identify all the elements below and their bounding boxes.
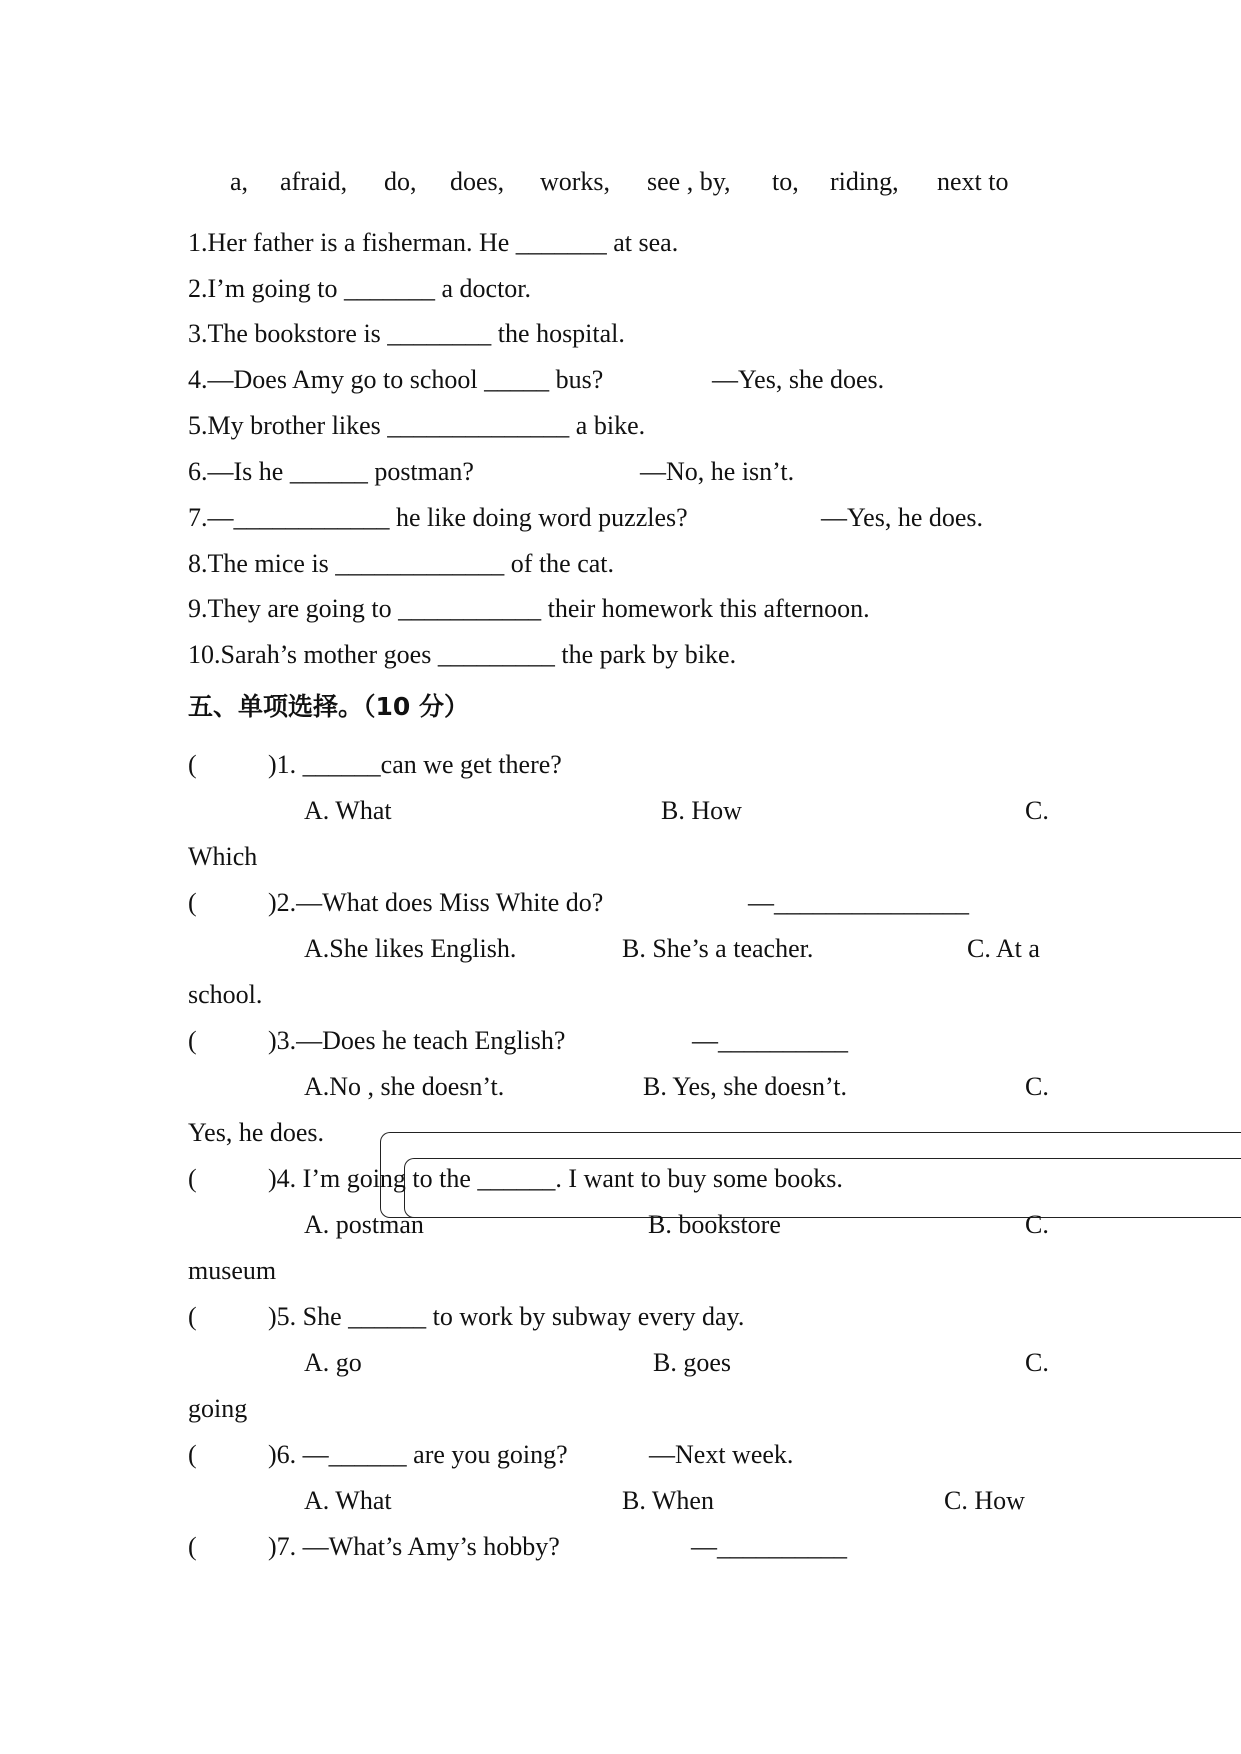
question-text: )7. —What’s Amy’s hobby? <box>268 1532 560 1561</box>
fill-blank-question: 4.—Does Amy go to school _____ bus? <box>188 365 604 394</box>
answer-paren: ( <box>188 1164 197 1193</box>
word-bank-item: next to <box>937 167 1009 196</box>
question-text: )2.—What does Miss White do? <box>268 888 604 917</box>
fill-blank-question: 5.My brother likes ______________ a bike. <box>188 411 646 440</box>
option-c: C. <box>1025 796 1049 825</box>
question-text: )5. She ______ to work by subway every day. <box>268 1302 745 1331</box>
word-bank-item: a, <box>230 167 249 196</box>
section-heading: 五、单项选择。（10 分） <box>188 692 469 721</box>
word-bank-item: works, <box>540 167 611 196</box>
option-a: A. What <box>304 796 392 825</box>
fill-blank-question: 8.The mice is _____________ of the cat. <box>188 549 615 578</box>
fill-blank-question: 9.They are going to ___________ their homework this afternoon. <box>188 594 870 623</box>
option-b: B. Yes, she doesn’t. <box>643 1072 847 1101</box>
question-text: )6. —______ are you going? <box>268 1440 568 1469</box>
fill-blank-question: 2.I’m going to _______ a doctor. <box>188 274 532 303</box>
fill-blank-question: 1.Her father is a fisherman. He _______ at sea. <box>188 228 679 257</box>
option-c: C. At a <box>967 934 1040 963</box>
question-text: )3.—Does he teach English? <box>268 1026 566 1055</box>
option-a: A. postman <box>304 1210 424 1239</box>
answer-paren: ( <box>188 1532 197 1561</box>
fill-blank-question: 7.—____________ he like doing word puzzles? <box>188 503 688 532</box>
option-b: B. bookstore <box>648 1210 781 1239</box>
question-reply: —__________ <box>691 1532 847 1561</box>
question-text: )4. I’m going to the ______. I want to buy some books. <box>268 1164 843 1193</box>
question-reply: —Next week. <box>649 1440 794 1469</box>
answer-paren: ( <box>188 1026 197 1055</box>
option-c: C. <box>1025 1348 1049 1377</box>
fill-blank-question: 6.—Is he ______ postman? <box>188 457 474 486</box>
option-a: A. What <box>304 1486 392 1515</box>
word-bank-item: riding, <box>830 167 899 196</box>
answer-paren: ( <box>188 1440 197 1469</box>
word-bank-item: does, <box>450 167 505 196</box>
option-b: B. How <box>661 796 742 825</box>
option-a: A. go <box>304 1348 362 1377</box>
option-c: C. How <box>944 1486 1025 1515</box>
option-c: C. <box>1025 1072 1049 1101</box>
option-a: A.No , she doesn’t. <box>304 1072 505 1101</box>
question-text: )1. ______can we get there? <box>268 750 562 779</box>
option-b: B. When <box>622 1486 714 1515</box>
answer-paren: ( <box>188 888 197 917</box>
fill-blank-question: 3.The bookstore is ________ the hospital. <box>188 319 625 348</box>
option-c: C. <box>1025 1210 1049 1239</box>
option-b: B. She’s a teacher. <box>622 934 814 963</box>
word-bank-item: do, <box>384 167 417 196</box>
question-reply: —__________ <box>692 1026 848 1055</box>
word-bank-item: to, <box>772 167 799 196</box>
option-a: A.She likes English. <box>304 934 517 963</box>
answer-paren: ( <box>188 750 197 779</box>
word-bank-item: afraid, <box>280 167 348 196</box>
fill-blank-reply: —Yes, he does. <box>821 503 984 532</box>
option-b: B. goes <box>653 1348 731 1377</box>
option-wrap: going <box>188 1394 248 1423</box>
answer-paren: ( <box>188 1302 197 1331</box>
fill-blank-reply: —No, he isn’t. <box>640 457 795 486</box>
fill-blank-question: 10.Sarah’s mother goes _________ the park by bike. <box>188 640 737 669</box>
word-bank-item: see , by, <box>647 167 731 196</box>
fill-blank-reply: —Yes, she does. <box>712 365 885 394</box>
option-wrap: school. <box>188 980 263 1009</box>
option-wrap: Yes, he does. <box>188 1118 325 1147</box>
option-wrap: museum <box>188 1256 277 1285</box>
option-wrap: Which <box>188 842 258 871</box>
question-reply: —_______________ <box>748 888 969 917</box>
